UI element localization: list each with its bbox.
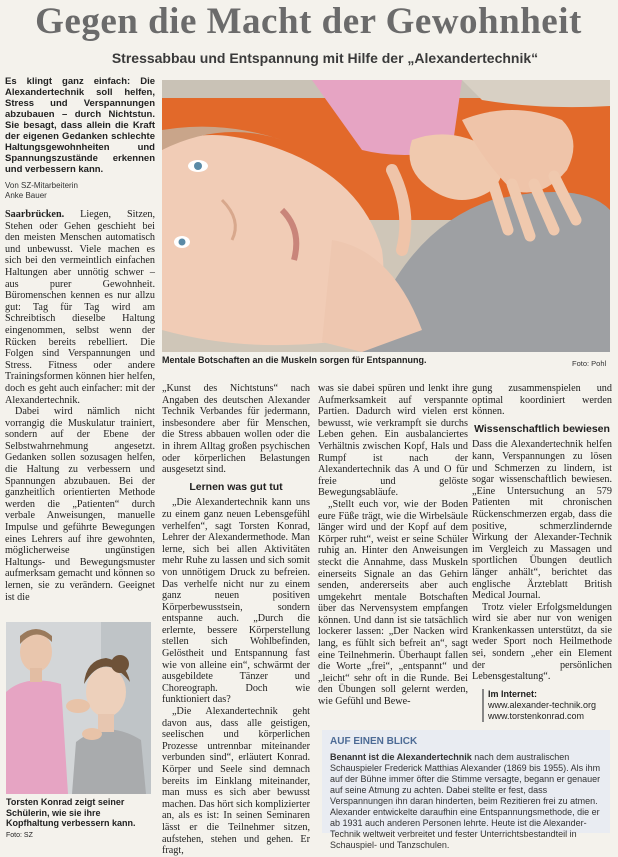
at-a-glance-body: nach dem australischen Schauspieler Frederick Matthias Alexander (1869 bis 1955). Als ihm auf der Bühne immer öfter die Stimme versagte, begann er genauer auf seine Atmung zu achten. Dabei stellte er fest, dass Verspannungen ihn daran hinderten, beim Rezitieren frei zu atmen. Alexander entwickelte daraufhin eine Entspannungsmethode, die er ab 1931 auch anderen Personen lehrte. Heute ist die Alexander-Technik weltweit verbreitet und fester Unterrichtsbestandteil in Schauspiel- und Tanzschulen. <box>330 752 601 850</box>
column-1 <box>5 76 155 603</box>
col1-paragraph-1-text: Liegen, Sitzen, Stehen oder Gehen geschieht bei den meisten Menschen automatisch und unbewusst. Viele machen es sich bei den vermeintlich einfachen Haltungen aber unnötig schwer – aus purer Gewohnheit. Büromenschen kennen es nur allzu gut: Tag für Tag wird am Schreibtisch dieselbe Haltung eingenommen, selbst wenn der Rücken bereits rebelliert. Die Folgen sind Verspannungen und Stress. Fitness oder andere Trainingsformen können hier helfen, doch es geht auch einfacher: mit der Alexandertechnik. <box>5 209 155 406</box>
col3-paragraph-2: „Stellt euch vor, wie der Boden eure Füße trägt, wie die Wirbelsäule länger wird und der Kopf auf dem Körper ruht“, weist er seine Schüler ruhig an. Hinter den Anweisungen steckt die Annahme, dass Muskeln einerseits Signale an das Gehirn senden, andererseits aber auch umgekehrt mentale Botschaften über das Nervensystem empfangen können. Und dann ist sie tatsächlich lockerer lassen: „Der Nacken wird lang, es fühlt sich befreit an“, sagt eine Teilnehmerin. Überhaupt fallen die Worte „frei“, „entspannt“ und „leicht“ sehr oft in die Runde. Bei den Übungen soll gelernt werden, wie Gefühl und Bewe- <box>318 498 468 708</box>
column-3 <box>318 383 468 708</box>
at-a-glance-bold: Benannt ist die Alexandertechnik <box>330 752 472 762</box>
photo-main <box>162 80 610 352</box>
internet-link-2[interactable]: www.torstenkonrad.com <box>488 711 585 721</box>
col2-paragraph-2: „Die Alexandertechnik kann uns zu einem ganz neuen Lebensgefühl verhelfen“, sagt Torsten Konrad, Lehrer der Alexandermethode. Man lerne, sich bei allen Aktivitäten mehr Ruhe zu lassen und sich somit von unnötigem Druck zu befreien. Das verhelfe nicht nur zu einem ganz neuen positiven Körperbewusstsein, sondern entspanne auch. „Durch die erlernte, bessere Körperstellung stellen sich Wohlbefinden, Gelöstheit und Entspannung fast wie von alleine ein“, schwärmt der ausgebildete Tänzer und Choreograph. Doch wie funktioniert das? <box>162 497 310 706</box>
photo-small-caption-text: Torsten Konrad zeigt seiner Schülerin, wie sie ihre Kopfhaltung verbessern kann. <box>6 797 136 828</box>
at-a-glance-box <box>322 730 610 850</box>
col4-subhead: Wissenschaftlich bewiesen <box>474 422 610 435</box>
photo-small-caption <box>6 797 151 841</box>
byline-author: Anke Bauer <box>5 191 47 200</box>
byline <box>5 181 155 201</box>
photo-main-credit: Foto: Pohl <box>572 359 607 368</box>
col1-paragraph-2: Dabei wird nämlich nicht vorrangig die Muskulatur trainiert, sondern auf der Ebene der Selbstwahrnehmung angesetzt. Gedanken sollen sozusagen helfen, die Haltung zu verbessern und Spannungen abzubauen. Bei der ganzheitlich orientierten Methode werden die „Patienten“ durch verbale Anweisungen, manuelle Impulse und geführte Bewegungen eines Lehrers auf ihre gewohnten, möglicherweise ungünstigen Haltungs- und Bewegungsmuster aufmerksam gemacht und können so lernen, sie zu verändern. Geeignet ist die <box>5 406 155 603</box>
col4-paragraph-1: gung zusammenspielen und optimal koordiniert werden können. <box>472 383 612 418</box>
col4-paragraph-3: Trotz vieler Erfolgsmeldungen wird sie aber nur von wenigen Krankenkassen unterstützt, da sie weder Sport noch Heilmethode sei, sondern „eher ein Element der persönlichen Lebensgestaltung“. <box>472 601 612 683</box>
internet-box <box>482 689 618 722</box>
byline-line1: Von SZ-Mitarbeiterin <box>5 181 78 190</box>
col4-paragraph-2: Dass die Alexandertechnik helfen kann, Verspannungen zu lösen und Schmerzen zu lindern, ist sogar wissenschaftlich bewiesen. „Eine Untersuchung an 579 Patienten mit chronischen Rückenschmerzen ergab, dass die positive, schmerzlindernde Wirkung der Alexander-Technik im Vergleich zu Massagen und sportlichen Übungen deutlich länger anhält“, berichtet das englische Ärzteblatt British Medical Journal. <box>472 439 612 602</box>
lead-paragraph: Es klingt ganz einfach: Die Alexandertechnik soll helfen, Stress und Verspannungen abzubauen – durch Nichtstun. Sie besagt, dass allein die Kraft der eigenen Gedanken schlechte Haltungsgewohnheiten und Spannungszustände erkennen und verbessern kann. <box>5 76 155 175</box>
subheadline: Stressabbau und Entspannung mit Hilfe der „Alexandertechnik“ <box>111 50 539 66</box>
internet-title: Im Internet: <box>488 689 538 699</box>
at-a-glance-text <box>330 752 602 851</box>
column-4 <box>472 383 612 683</box>
internet-link-1[interactable]: www.alexander-technik.org <box>488 700 597 710</box>
photo-small-credit: Foto: SZ <box>6 831 33 839</box>
photo-main-image <box>162 80 610 352</box>
headline: Gegen die Macht der Gewohnheit <box>35 1 582 42</box>
column-2 <box>162 383 310 857</box>
col3-paragraph-1: was sie dabei spüren und lenkt ihre Aufmerksamkeit auf verspannte Partien. Dadurch wird vielen erst bewusst, wie verkrampft sie durchs Leben gehen. Ein ausbalanciertes Verhältnis zwischen Kopf, Hals und Rumpf ist nach der Alexandertechnik das A und O für freie und gelöste Bewegungsabläufe. <box>318 383 468 499</box>
photo-teacher-student-image <box>6 622 151 794</box>
col2-paragraph-1: „Kunst des Nichtstuns“ nach Angaben des deutschen Alexander Technik Verbandes für jedermann, insbesondere aber für Menschen, die Stress abbauen wollen oder die in ihrem Alltag großen psychischen oder körperlichen Belastungen ausgesetzt sind. <box>162 383 310 476</box>
photo-main-caption: Mentale Botschaften an die Muskeln sorgen für Entspannung. <box>162 355 427 365</box>
col2-paragraph-3: „Die Alexandertechnik geht davon aus, dass alle geistigen, seelischen und körperlichen Prozesse untrennbar miteinander verbunden sind“, erläutert Konrad. Körper und Seele sind demnach bereits im Einklang miteinander, man muss es sich aber bewusst machen. Das hört sich komplizierter an, als es ist: In seinen Seminaren lässt er die Teilnehmer sitzen, aufstehen, stehen und gehen. Er fragt, <box>162 706 310 857</box>
at-a-glance-title: AUF EINEN BLICK <box>330 736 418 747</box>
dateline: Saarbrücken. <box>5 209 65 220</box>
col1-paragraph-1 <box>5 209 155 406</box>
photo-teacher-student <box>6 622 151 794</box>
col2-subhead: Lernen was gut tut <box>189 480 283 493</box>
